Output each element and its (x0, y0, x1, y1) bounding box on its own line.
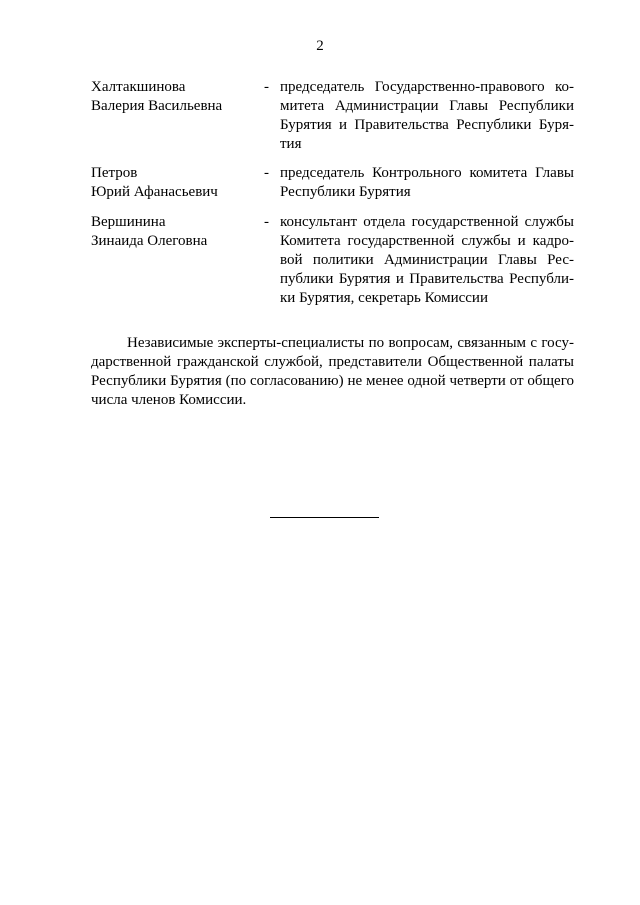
role-line: вой политики Администрации Главы Рес- (280, 252, 574, 268)
role-line: консультант отдела государственной службы (280, 214, 574, 230)
member-name (91, 213, 251, 251)
page-number: 2 (316, 38, 324, 54)
note-line: числа членов Комиссии. (91, 392, 247, 408)
member-surname: Халтакшинова (91, 79, 186, 95)
end-rule (270, 517, 379, 518)
role-line: Республики Бурятия (280, 184, 411, 200)
role-line: председатель Государственно-правового ко- (280, 79, 574, 95)
role-line: публики Бурятия и Правительства Республи- (280, 271, 574, 287)
role-line: ки Бурятия, секретарь Комиссии (280, 290, 488, 306)
role-line: митета Администрации Главы Республики (280, 98, 574, 114)
member-dash: - (264, 79, 269, 95)
member-name (91, 164, 251, 202)
note-paragraph (91, 334, 574, 410)
member-given-names: Зинаида Олеговна (91, 233, 208, 249)
note-line: Независимые эксперты-специалисты по вопросам, связанным с госу- (127, 335, 574, 351)
member-role (280, 78, 574, 154)
role-line: Бурятия и Правительства Республики Буря- (280, 117, 574, 133)
member-dash: - (264, 165, 269, 181)
member-given-names: Валерия Васильевна (91, 98, 223, 114)
role-line: председатель Контрольного комитета Главы (280, 165, 574, 181)
role-line: Комитета государственной службы и кадро- (280, 233, 574, 249)
member-role (280, 164, 574, 202)
member-dash: - (264, 214, 269, 230)
note-line: Республики Бурятия (по согласованию) не менее одной четверти от общего (91, 373, 574, 389)
member-surname: Петров (91, 165, 138, 181)
member-name (91, 78, 251, 116)
note-line: дарственной гражданской службой, представители Общественной палаты (91, 354, 574, 370)
member-role (280, 213, 574, 308)
member-given-names: Юрий Афанасьевич (91, 184, 218, 200)
member-surname: Вершинина (91, 214, 166, 230)
role-line: тия (280, 136, 302, 152)
